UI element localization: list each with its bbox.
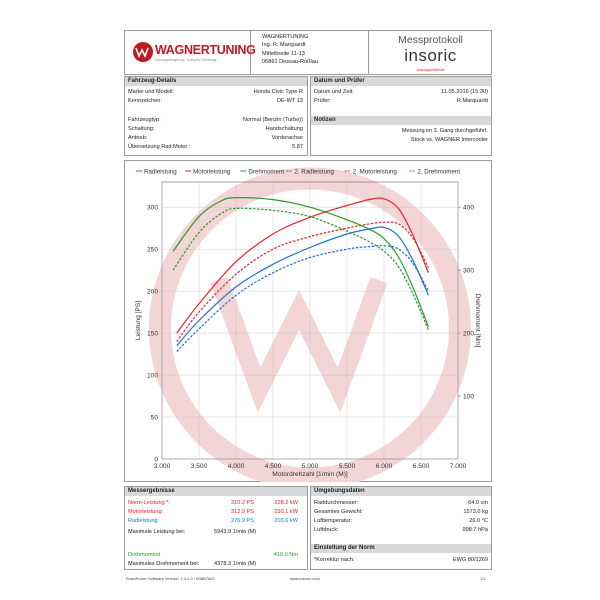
environment-field-label: Lufttemperatur: xyxy=(314,518,352,524)
notes-line: Messung im 3. Gang durchgeführt. xyxy=(401,128,488,134)
examiner-label: Prüfer: xyxy=(314,98,331,104)
x-tick-label: 4.500 xyxy=(264,463,282,470)
y2-tick-label: 200 xyxy=(463,330,475,338)
vehicle-field-label: Fahrzeugtyp: xyxy=(128,117,161,123)
torque-value: 418.0 Nm xyxy=(273,552,298,558)
x-tick-label: 5.000 xyxy=(301,463,319,470)
header-divider-2 xyxy=(368,30,369,75)
y-tick-label: 300 xyxy=(146,204,158,212)
footer-software: RoadPower Software Version: 1.4.2.0 / 00BB7662 xyxy=(126,576,215,581)
max-torque-label: Maximales Drehmoment bei: xyxy=(128,561,200,567)
address-line: 06861 Dessau-Roßlau xyxy=(262,59,318,66)
date-label: Datum und Zeit: xyxy=(314,89,354,95)
result-kw: 230.1 kW xyxy=(274,509,298,515)
protocol-title: Messprotokoll xyxy=(398,34,463,46)
result-label: Radleistung: xyxy=(128,518,160,524)
insoric-tagline: leistungsprüfstände xyxy=(416,68,445,72)
brand-name: WAGNERTUNING xyxy=(155,43,256,57)
result-label: Motorleistung: xyxy=(128,509,164,515)
vehicle-field-label: Übersetzung Rad:Motor : xyxy=(128,144,191,150)
notes-line: Stock vs. WAGNER Intercooler xyxy=(410,137,488,143)
torque-label: Drehmoment xyxy=(128,552,161,558)
y2-tick-label: 100 xyxy=(463,393,475,401)
y2-tick-label: 400 xyxy=(463,204,475,212)
environment-field-value: 1573.0 kg xyxy=(463,509,488,515)
vehicle-field-value: 5.87 xyxy=(292,144,303,150)
footer-url[interactable]: www.insoric.com xyxy=(290,576,320,581)
vehicle-field-value: DE-WT 13 xyxy=(276,98,303,104)
brand-tagline: Leistungssteigerung / Tuning fur Fahrzeuge xyxy=(155,58,217,62)
x-axis-label: Motordrehzahl [1/min (M)] xyxy=(272,471,348,478)
legend-entry: Drehmoment xyxy=(248,168,285,176)
y2-tick-label: 300 xyxy=(463,267,475,275)
legend-entry: Radleistung xyxy=(144,168,177,176)
legend-entry: 2. Radleistung xyxy=(294,168,334,176)
y-tick-label: 50 xyxy=(150,414,158,422)
max-power-value: 5943.9 1/min (M) xyxy=(214,529,257,535)
result-ps: 310.2 PS xyxy=(230,500,254,506)
result-kw: 228.2 kW xyxy=(274,500,298,506)
max-power-label: Maximale Leistung bei: xyxy=(128,529,186,535)
vehicle-field-label: Antrieb: xyxy=(128,135,148,141)
address-block xyxy=(262,33,318,67)
environment-field-label: Luftdruck: xyxy=(314,527,339,533)
date-value: 11.05.2016 (15:30) xyxy=(441,89,488,95)
results-section-title: Messergebnisse xyxy=(125,487,307,496)
result-ps: 312.9 PS xyxy=(230,509,254,515)
environment-field-value: 998.7 hPa xyxy=(462,527,488,533)
legend-entry: 2. Drehmoment xyxy=(417,168,461,176)
environment-section-title: Umgebungsdaten xyxy=(311,487,491,496)
vehicle-field-label: Kennzeichen: xyxy=(128,98,162,104)
vehicle-field-value: Honda Civic Type R xyxy=(253,89,303,95)
environment-field-value: 64.0 cm xyxy=(468,500,488,506)
insoric-logo: insoric xyxy=(404,46,457,65)
notes-section-title: Notizen xyxy=(311,116,491,125)
vehicle-field-value: Normal (Benzin (Turbo)) xyxy=(242,117,303,123)
vehicle-field-value: Vorderachse xyxy=(271,135,303,141)
date-section-title: Datum und Prüfer xyxy=(311,77,491,86)
footer-page: 1/1 xyxy=(480,576,486,581)
legend-entry: Motorleistung xyxy=(193,168,231,176)
address-line: Mittelbreite 11-13 xyxy=(262,50,305,57)
norm-label: *Korrektur nach: xyxy=(314,557,355,563)
vehicle-field-label: Schaltung: xyxy=(128,126,155,132)
norm-value: EWG 80/1269 xyxy=(452,557,488,563)
x-tick-label: 7.000 xyxy=(449,463,467,470)
y-tick-label: 150 xyxy=(146,330,158,338)
x-tick-label: 6.000 xyxy=(375,463,393,470)
environment-field-label: Raddurchmesser: xyxy=(314,500,359,506)
y-axis-label: Leistung [PS] xyxy=(135,300,142,341)
result-kw: 203.6 kW xyxy=(274,518,298,524)
x-tick-label: 6.500 xyxy=(412,463,430,470)
examiner-value: R.Marquardt xyxy=(456,98,488,104)
vehicle-section-title: Fahrzeug-Details xyxy=(125,77,307,86)
norm-section-title: Einstellung der Norm xyxy=(311,544,491,553)
environment-field-label: Gesamtes Gewicht: xyxy=(314,509,363,515)
y2-axis-label: Drehmoment [Nm] xyxy=(474,293,481,348)
vehicle-field-value: Handschaltung xyxy=(265,126,303,132)
result-label: Norm-Leistung *: xyxy=(128,500,170,506)
address-line: Ing. R. Marquardt xyxy=(262,42,306,49)
legend-entry: 2. Motorleistung xyxy=(352,168,397,176)
y-tick-label: 250 xyxy=(146,246,158,254)
x-tick-label: 5.500 xyxy=(338,463,356,470)
environment-field-value: 26.0 °C xyxy=(469,518,488,524)
address-line: WAGNERTUNING xyxy=(262,34,309,40)
x-tick-label: 4.000 xyxy=(227,463,245,470)
result-ps: 276.9 PS xyxy=(230,518,254,524)
x-tick-label: 3.000 xyxy=(153,463,171,470)
x-tick-label: 3.500 xyxy=(190,463,208,470)
y-tick-label: 200 xyxy=(146,288,158,296)
watermark-mark xyxy=(219,280,379,390)
max-torque-value: 4378.3 1/min (M) xyxy=(214,561,257,567)
y-tick-label: 0 xyxy=(154,456,158,464)
y-tick-label: 100 xyxy=(146,372,158,380)
dyno-chart xyxy=(124,160,492,482)
vehicle-field-label: Marke und Modell: xyxy=(128,89,175,95)
